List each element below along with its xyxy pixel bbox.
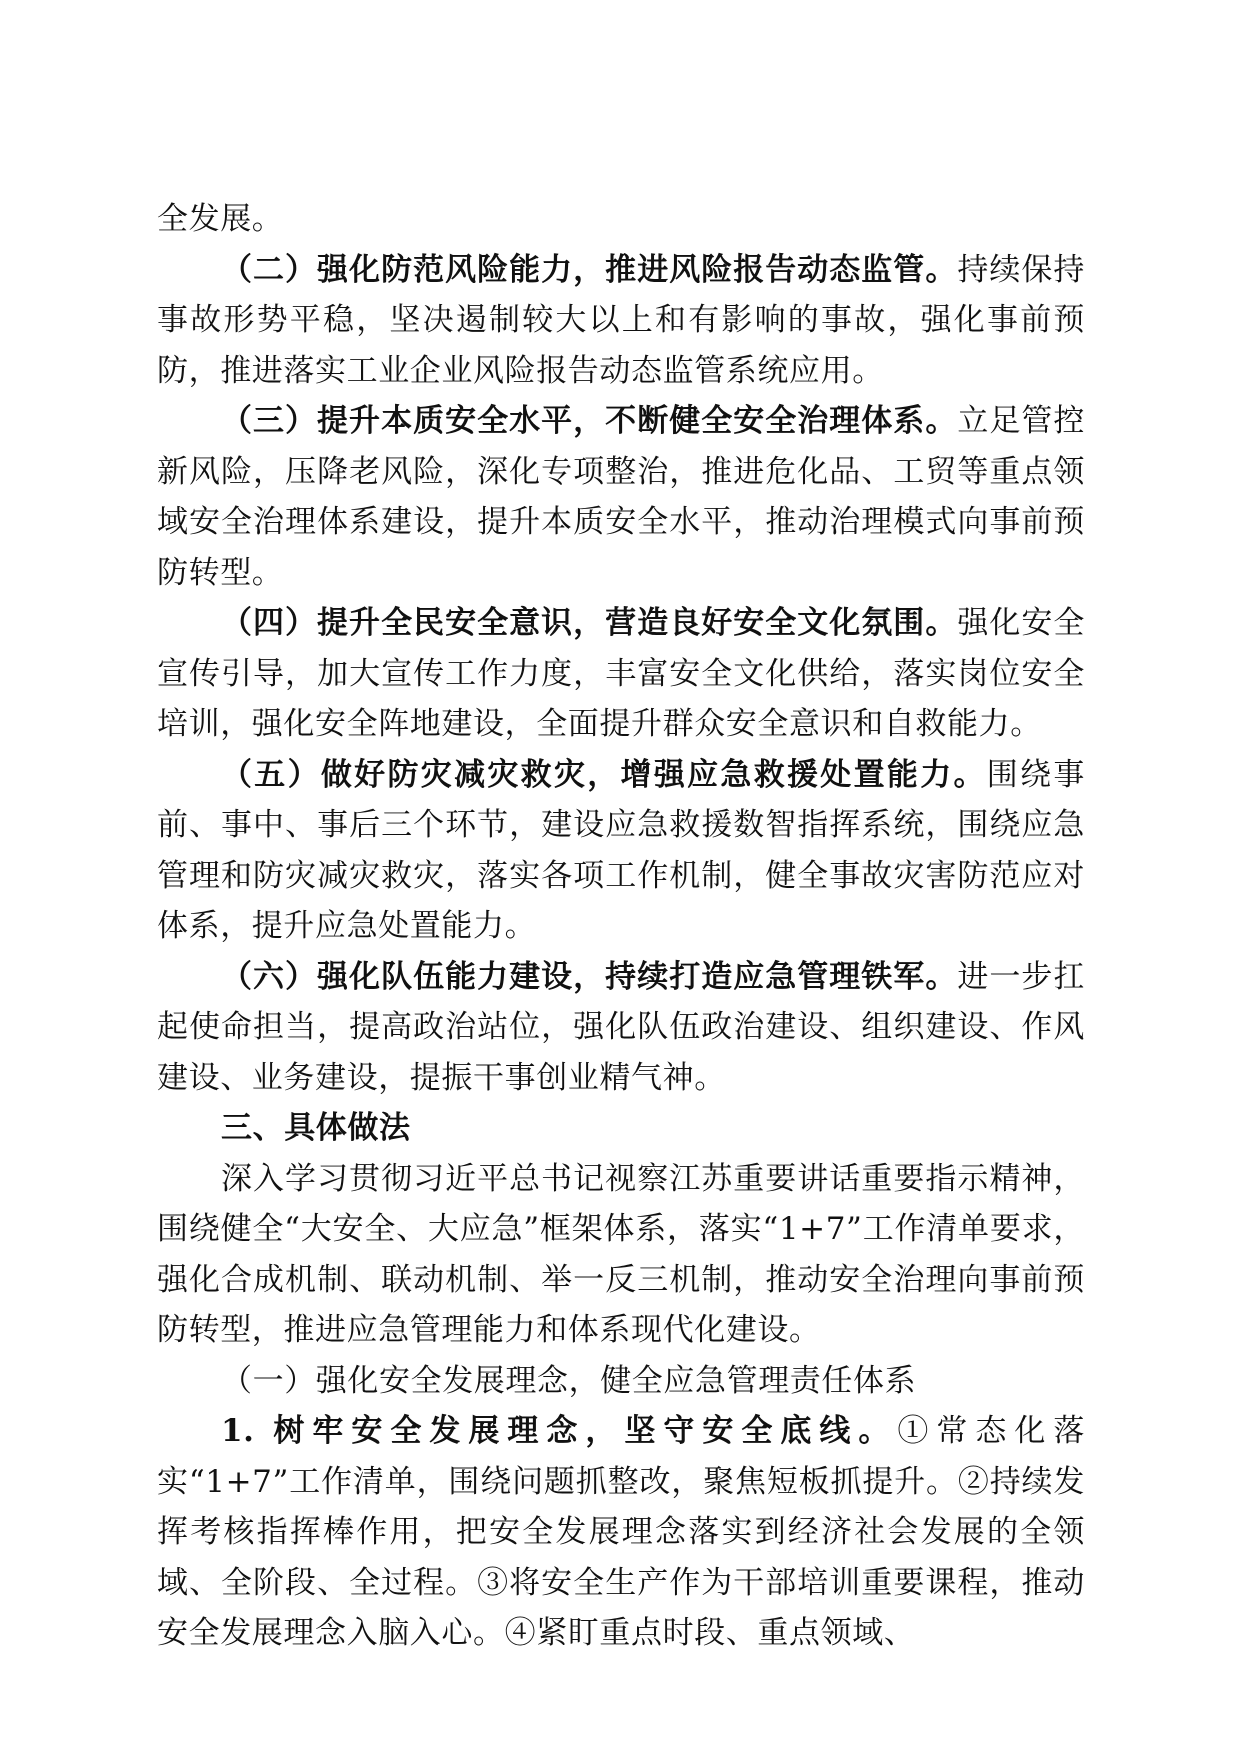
paragraph-text: 进一步扛起使命担当，提高政治站位，强化队伍政治建设、组织建设、作风建设、业务建设，提振干事创业精气神。 bbox=[157, 958, 1085, 1096]
paragraph-3 bbox=[157, 396, 1085, 598]
paragraph-continuation bbox=[157, 194, 1085, 245]
item-1 bbox=[157, 1406, 1085, 1659]
paragraph-text: 持续保持事故形势平稳，坚决遏制较大以上和有影响的事故，强化事前预防，推进落实工业企业风险报告动态监管系统应用。 bbox=[157, 251, 1085, 389]
paragraph-text: 立足管控新风险，压降老风险，深化专项整治，推进危化品、工贸等重点领域安全治理体系建设，提升本质安全水平，推动治理模式向事前预防转型。 bbox=[157, 403, 1085, 591]
paragraph-2 bbox=[157, 245, 1085, 397]
subsection-heading: （一）强化安全发展理念，健全应急管理责任体系 bbox=[221, 1362, 917, 1399]
section-intro: 深入学习贯彻习近平总书记视察江苏重要讲话重要指示精神，围绕健全“大安全、大应急”框架体系，落实“1+7”工作清单要求，强化合成机制、联动机制、举一反三机制，推动安全治理向事前预防转型，推进应急管理能力和体系现代化建设。 bbox=[157, 1160, 1085, 1348]
document-page bbox=[157, 194, 1085, 1659]
paragraph-text: 全发展。 bbox=[157, 201, 284, 237]
paragraph-lead: （二）强化防范风险能力，推进风险报告动态监管。 bbox=[221, 251, 958, 288]
paragraph-text: 强化安全宣传引导，加大宣传工作力度，丰富安全文化供给，落实岗位安全培训，强化安全阵地建设，全面提升群众安全意识和自救能力。 bbox=[157, 605, 1085, 742]
paragraph-lead: （四）提升全民安全意识，营造良好安全文化氛围。 bbox=[221, 605, 958, 641]
paragraph-5 bbox=[157, 750, 1085, 952]
section-heading: 三、具体做法 bbox=[221, 1110, 411, 1146]
paragraph-text: 围绕事前、事中、事后三个环节，建设应急救援数智指挥系统，围绕应急管理和防灾减灾救灾，落实各项工作机制，健全事故灾害防范应对体系，提升应急处置能力。 bbox=[157, 756, 1085, 944]
paragraph-lead: （三）提升本质安全水平，不断健全安全治理体系。 bbox=[221, 403, 958, 439]
paragraph-4 bbox=[157, 598, 1085, 750]
paragraph-6 bbox=[157, 952, 1085, 1104]
paragraph-lead: （六）强化队伍能力建设，持续打造应急管理铁军。 bbox=[221, 958, 958, 995]
paragraph-lead: （五）做好防灾减灾救灾，增强应急救援处置能力。 bbox=[221, 756, 987, 793]
item-text: ①常态化落实“1+7”工作清单，围绕问题抓整改，聚焦短板抓提升。②持续发挥考核指挥棒作用，把安全发展理念落实到经济社会发展的全领域、全阶段、全过程。③将安全生产作为干部培训重要课程，推动安全发展理念入脑入心。④紧盯重点时段、重点领域、 bbox=[157, 1413, 1085, 1651]
item-lead: 1. 树牢安全发展理念，坚守安全底线。 bbox=[221, 1413, 898, 1449]
